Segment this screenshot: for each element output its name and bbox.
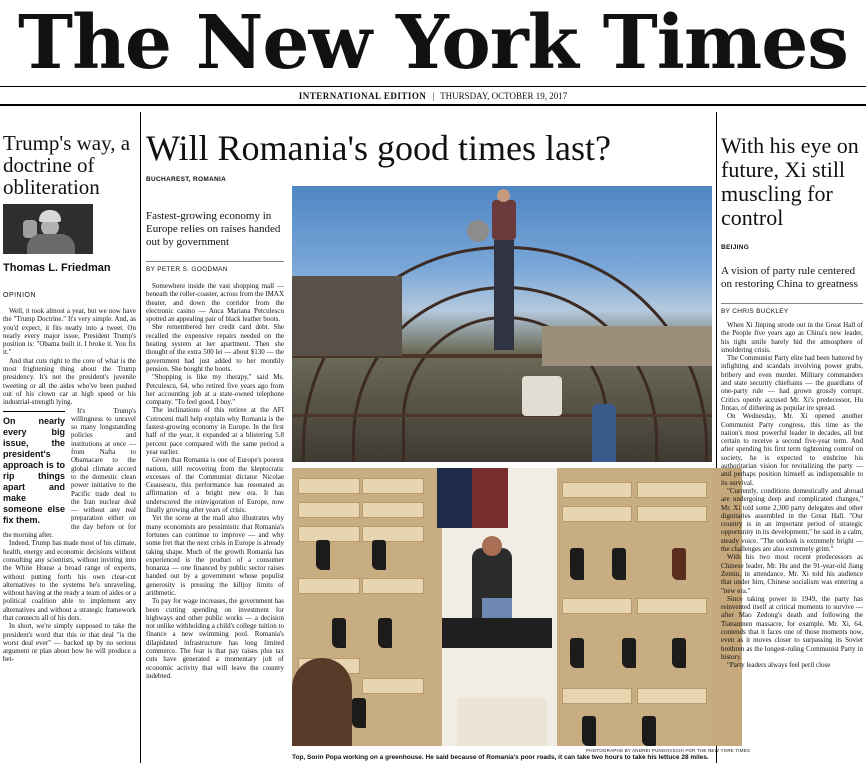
paragraph: To pay for wage increases, the government has been cutting spending on investment for highways and other public works — a decision not unlike withholding a child's college tuition to finance a new swimming pool. Romania's dilapidated infrastructure has long limited commerce. The fear is that pay raises plus tax cuts have generated a momentary jolt of economic activity that will leave the country indebted. (146, 597, 284, 680)
paragraph: The Communist Party elite had been battered by infighting and scandals involving power grabs, bribery and even murder. Military commanders and state security chieftains — the guardians of one-party rule — had grown grossly corrupt. Critics openly accused Mr. Xi's predecessor, Hu Jintao, of dithering as popular ire spread. (721, 354, 863, 412)
edition-bar (0, 86, 866, 106)
paragraph: With his two most recent predecessors as Chinese leader, Mr. Hu and the 91-year-old Jiang Zemin, in attendance, Mr. Xi told his audience that under him, Chinese socialism was entering a "new era." (721, 553, 863, 595)
story-subhead: Fastest-growing economy in Europe relies on raises handed out by government (146, 210, 281, 248)
greenhouse-photo (292, 186, 712, 462)
photo-caption: Top, Sorin Popa working on a greenhouse. He said because of Romania's poor roads, it can take two hours to take his lettuce 28 miles. (292, 754, 709, 761)
pullquote: On nearly every big issue, the president's approach is to rip things apart and make someone else fix them. (3, 411, 65, 526)
paragraph: In short, we're simply supposed to take the president's word that this or that deal "is the worst deal ever" — backed up by no serious argument or plan about how he will produce a bet- (3, 622, 136, 664)
right-byline: BY CHRIS BUCKLEY (721, 303, 863, 315)
paragraph: It's Trump's willingness to unravel so many longstanding policies and institutions at once — from Nafta to Obamacare to the global climate accord to the domestic clean power initiative to the Pacific trade deal to the Iran nuclear deal — without any real preparation either on the day before or for the morning after. (3, 406, 136, 540)
columnist-photo (3, 204, 93, 254)
lead-story (146, 118, 712, 763)
nameplate: The New York Times (18, 0, 848, 86)
paragraph: Indeed, Trump has made most of his climate, health, energy and economic decisions without consulting any scientists, without inviting into the White House a broad range of experts, without putting forth his own clear-cut alternatives to the systems he's unraveling, without having at the ready a team of aides or a political coalition able to implement any alternatives and without a strategic framework that connects all of his dots. (3, 539, 136, 622)
paragraph: "Currently, conditions domestically and abroad are undergoing deep and complicated changes," Mr. Xi told some 2,300 party delegates and other dignitaries assembled in the Great Hall. "Our country is in an important period of strategic opportunity in its development," he said in a calm, steady voice. "The outlook is extremely bright — the challenges are also extremely grim." (721, 486, 863, 554)
paragraph: Somewhere inside the vast shopping mall — beneath the roller-coaster, across from the IMAX theater, and down the corridor from the electronic casino — Anca Mariana Petculescu spotted an appealing pair of black leather boots. (146, 282, 284, 324)
paragraph: Well, it took almost a year, but we now have the "Trump Doctrine." It's very simple. And, as you'd expect, it fits neatly into a tweet. On nearly every major issue, President Trump's position is: "Obama built it. I broke it. You fix it." (3, 307, 136, 357)
paragraph: When Xi Jinping strode out in the Great Hall of the People five years ago as China's new leader, his tight smile barely hid the atmosphere of smoldering crisis. (721, 321, 863, 354)
shoe-store-photo (292, 468, 742, 746)
photo-credit: PHOTOGRAPHS BY ANDREI PUNGOVSCHI FOR THE NEW YORK TIMES (586, 748, 751, 753)
paragraph: She remembered her credit card debt. She recalled the expensive repairs needed on the heating system at her apartment. Then she thought of the extra 500 lei — about $130 — the government had just added to her monthly pension. She bought the boots. (146, 323, 284, 373)
paragraph: Given that Romania is one of Europe's poorest nations, still recovering from the kleptocratic excesses of the Communist dictator Nicolae Ceausescu, this performance has resonated as affirmation of a bright new era. It has underscored the reinvigoration of Europe, now finally growing after years of crisis. (146, 456, 284, 515)
columnist-name[interactable]: Thomas L. Friedman (3, 262, 111, 274)
section-label: OPINION (3, 292, 37, 299)
paragraph: Since taking power in 1949, the party has reinvented itself at critical moments to survive — after Mao Zedong's death and following the Tiananmen massacre, for example. Mr. Xi, 64, contends that it faces one of those moments now, even as it moves closer to surpassing its Soviet brethren as the longest-ruling Communist Party in history. (721, 594, 863, 661)
paragraph: "Shopping is like my therapy," said Ms. Petculescu, 64, who retired five years ago from her accounting job at a state-owned telephone company. "To feel good, I buy." (146, 373, 284, 407)
story-intro (146, 210, 284, 273)
dateline: BUCHAREST, ROMANIA (146, 176, 227, 183)
right-story (721, 134, 863, 779)
story-body (146, 282, 284, 680)
opinion-column (3, 132, 136, 777)
story-byline: BY PETER S. GOODMAN (146, 261, 284, 273)
paragraph: Yet the scene at the mall also illustrates why many economists are pessimistic that Romania's fortunes can continue to improve — and why some fret that the next crisis in Europe is already taking shape. Much of the growth Romania has experienced is the product of a consumer bonanza — one financed by public sector raises handed out by a government whose populist generosity is pressing the killjoy limits of arithmetic. (146, 514, 284, 597)
edition-label: INTERNATIONAL EDITION (298, 91, 427, 101)
lead-headline[interactable]: Will Romania's good times last? (146, 128, 611, 168)
masthead-rule-bottom (0, 104, 866, 106)
opinion-body (3, 307, 136, 664)
masthead (0, 0, 866, 106)
right-subhead: A vision of party rule centered on restoring China to greatness (721, 265, 858, 290)
column-divider-left (140, 112, 141, 763)
opinion-headline[interactable]: Trump's way, a doctrine of obliteration (3, 131, 131, 199)
issue-date: THURSDAY, OCTOBER 19, 2017 (440, 91, 568, 101)
edition-separator: | (432, 91, 435, 101)
right-headline[interactable]: With his eye on future, Xi still muscling for control (721, 133, 859, 230)
right-dateline: BEIJING (721, 244, 750, 251)
paragraph: "Party leaders always feel peril close (727, 661, 831, 670)
right-body (721, 321, 863, 669)
paragraph: On Wednesday, Mr. Xi opened another Communist Party congress, this time as the nation's most powerful leader in decades, all but certain to receive a second five-year term. And after spending his first term tightening control on society, he is expected to enshrine his authoritarian vision for revitalizing the party — and perhaps position himself as indispensable to its survival. (721, 412, 863, 487)
paragraph: The inclinations of this retiree at the AFI Cotroceni mall help explain why Romania is the fastest-growing economy in Europe. In the first half of the year, it expanded at a blistering 5.8 percent pace compared with the same period a year earlier. (146, 406, 284, 456)
paragraph: And that cuts right to the core of what is the most frightening thing about the Trump presidency. It's not the president's juvenile tweeting or all the aides who've been pushed out of his clown car at high speed or his industrial-strength lying. (3, 356, 136, 407)
